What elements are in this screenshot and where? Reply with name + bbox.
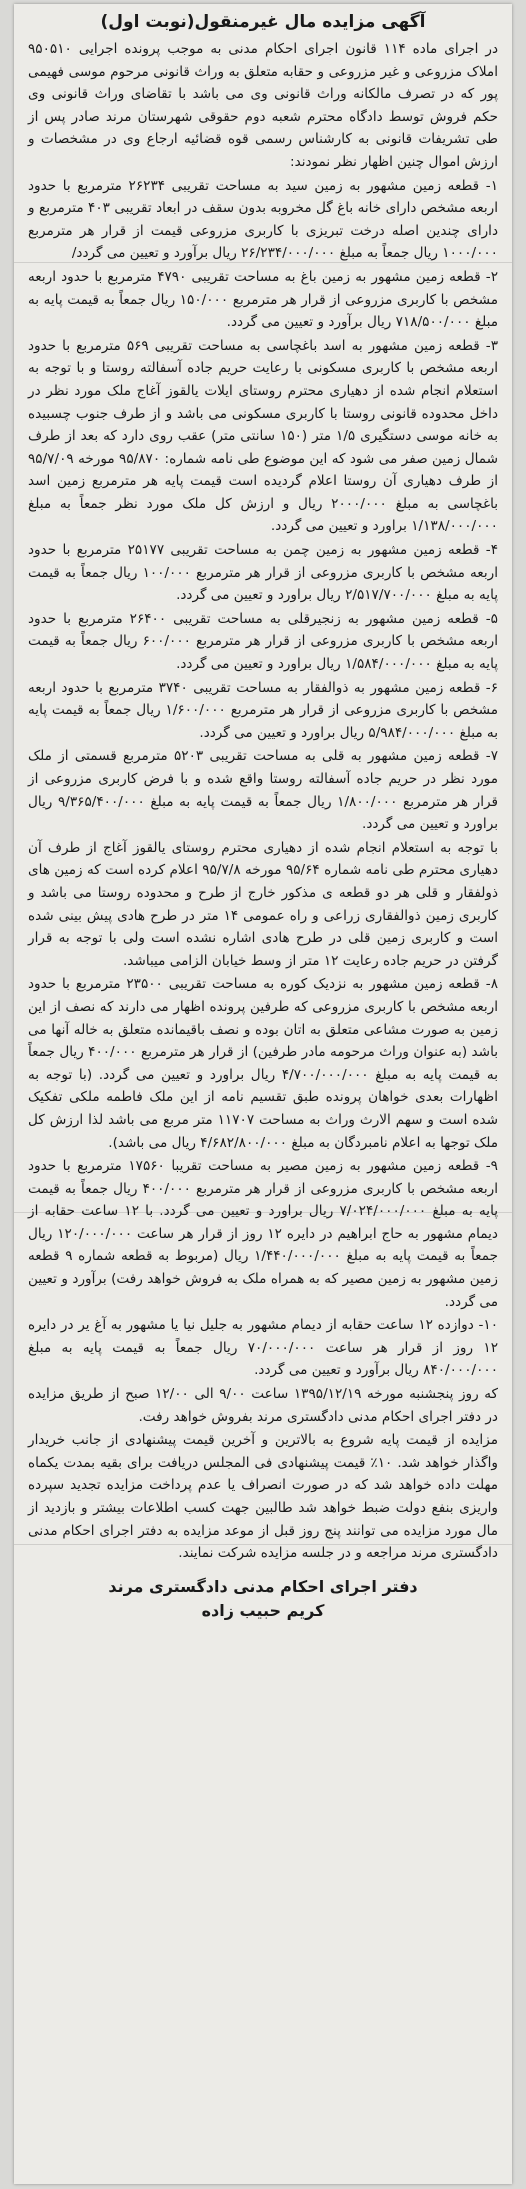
signature-name: کریم حبیب زاده — [201, 1600, 325, 1620]
signature-office: دفتر اجرای احکام مدنی دادگستری مرند — [108, 1576, 418, 1596]
auction-terms-paragraph: مزایده از قیمت پایه شروع به بالاترین و آخرین قیمت پیشنهادی از جانب خریدار واگذار خواهد شد. ۱۰٪ قیمت پیشنهادی فی المجلس دریافت برای بقیه بمدت یکماه مهلت داده خواهد شد که در صورت انصراف یا عدم پرداخت مزایده تجدید سپرده واریزی بنفع دولت ضبط خواهد شد طالبین جهت کسب اطلاعات بیشتر و بازدید از مال مورد مزایده می توانند پنج روز قبل از موعد مزایده به دفتر اجرای احکام مدنی دادگستری مرند مراجعه و در جلسه مزایده شرکت نمایند. — [28, 1432, 498, 1562]
item-7-paragraph: ۷- قطعه زمین مشهور به قلی به مساحت تقریبی ۵۲۰۳ مترمربع قسمتی از ملک مورد نظر در حریم جاده آسفالته روستا واقع شده و با فرض کاربری مزروعی از قرار هر مترمربع ۱/۸۰۰/۰۰۰ ریال جمعاً به قیمت پایه به مبلغ ۹/۳۶۵/۴۰۰/۰۰۰ ریال براورد و تعیین می گردد. — [28, 748, 498, 833]
fold-line — [14, 1544, 512, 1545]
item-4-paragraph: ۴- قطعه زمین مشهور به زمین چمن به مساحت تقریبی ۲۵۱۷۷ مترمربع با حدود اربعه مشخص با کاربری مزروعی از قرار هر مترمربع ۱۰۰/۰۰۰ ریال جمعاً به قیمت پایه به مبلغ ۲/۵۱۷/۷۰۰/۰۰۰ ریال براورد و تعیین می گردد. — [28, 542, 498, 604]
item-3-paragraph: ۳- قطعه زمین مشهور به اسد باغچاسی به مساحت تقریبی ۵۶۹ مترمربع با حدود اربعه مشخص با کاربری مسکونی با رعایت حریم جاده آسفالته روستا و با توجه به استعلام انجام شده از دهیاری محترم روستای ایلات یالقوز آغاج ملک مورد نظر در داخل محدوده قانونی روستا با کاربری مسکونی می باشد و از طرف جنوب چسبیده به خانه موسی دستگیری ۱/۵ متر (۱۵۰ سانتی متر) عقب روی دارد که بعد از طرف شمال زمین صفر می شود که این موضوع طی نامه شماره: ۹۵/۸۷۰ مورخه ۹۵/۷/۰۹ از طرف دهیاری آن روستا اعلام گردیده است قیمت پایه هر مترمربع زمین اسد باغچاسی به مبلغ ۲۰۰۰/۰۰۰ ریال و ارزش کل ملک مورد نظر جمعاً به مبلغ ۱/۱۳۸/۰۰۰/۰۰۰ براورد و تعیین می گردد. — [28, 337, 499, 535]
fold-line — [14, 1212, 512, 1213]
fold-line — [14, 262, 512, 263]
item-1-paragraph: ۱- قطعه زمین مشهور به زمین سید به مساحت تقریبی ۲۶۲۳۴ مترمربع با حدود اربعه مشخص دارای خانه باغ گل مخروبه بدون سقف در ابعاد تقریبی ۴۰۳ مترمربع و دارای چندین اصله درخت تبریزی با کاربری مزروعی قیمت از قرار هر مترمربع ۱۰۰۰/۰۰۰ ریال جمعاً به مبلغ ۲۶/۲۳۴/۰۰۰/۰۰۰ ریال برآورد و تعیین می گردد/ — [28, 177, 498, 262]
auction-date-paragraph: که روز پنجشنبه مورخه ۱۳۹۵/۱۲/۱۹ ساعت ۹/۰۰ الی ۱۲/۰۰ صبح از طریق مزایده در دفتر اجرای احکام مدنی دادگستری مرند بفروش خواهد رفت. — [28, 1386, 498, 1425]
inquiry-note-paragraph: با توجه به استعلام انجام شده از دهیاری محترم روستای یالقوز آغاج از طرف آن دهیاری محترم طی نامه شماره ۹۵/۶۴ مورخه ۹۵/۷/۸ اعلام کرده است که زمین های ذولفقار و قلی هر دو قطعه ی مذکور خارج از طرح و محدوده روستا می باشد و کاربری زمین ذوالفقاری زراعی و راه عمومی ۱۴ متر در طرح هادی پیش بینی شده است و کاربری زمین قلی در طرح هادی اشاره نشده است ولی با توجه به قرار گرفتن در حریم جاده رعایت ۱۲ متر از وسط خیابان الزامی میباشد. — [28, 839, 499, 969]
item-6-paragraph: ۶- قطعه زمین مشهور به ذوالفقار به مساحت تقریبی ۳۷۴۰ مترمربع با حدود اربعه مشخص با کاربری مزروعی از قرار هر مترمربع ۱/۶۰۰/۰۰۰ ریال جمعاً به قیمت پایه به مبلغ ۵/۹۸۴/۰۰۰/۰۰۰ ریال براورد و تعیین می گردد. — [28, 679, 499, 741]
item-9-paragraph: ۹- قطعه زمین مشهور به زمین مصیر به مساحت تقریبا ۱۷۵۶۰ مترمربع با حدود اربعه مشخص با کاربری مزروعی از قرار هر مترمربع ۴۰۰/۰۰۰ ریال جمعاً به قیمت پایه به مبلغ ۷/۰۲۴/۰۰۰/۰۰۰ ریال براورد و تعیین می گردد. با ۱۲ ساعت حقابه از دیمام مشهور به حاج ابراهیم در دایره ۱۲ روز از قرار هر ساعت ۱۲۰/۰۰۰/۰۰۰ ریال جمعاً به قیمت پایه به مبلغ ۱/۴۴۰/۰۰۰/۰۰۰ ریال (مربوط به قطعه شماره ۹ قطعه زمین مشهور به زمین مصیر که به همراه ملک به فروش خواهد رفت) برآورد و تعیین می گردد. — [28, 1158, 498, 1310]
item-8-paragraph: ۸- قطعه زمین مشهور به نزدیک کوره به مساحت تقریبی ۲۳۵۰۰ مترمربع با حدود اربعه مشخص با کاربری مزروعی که طرفین پرونده اظهار می دارند که نصف از این زمین به صورت مشاعی متعلق به اتان بوده و نصف باقیمانده متعلق به خاله آنها می باشد (به عنوان وراث مرحومه مادر طرفین) از قرار هر مترمربع ۴۰۰/۰۰۰ ریال جمعاً به قیمت پایه به مبلغ ۴/۷۰۰/۰۰۰/۰۰۰ ریال براورد و تعیین می گردد. (با توجه به اظهارات بعدی خواهان پرونده طبق تقسیم نامه از این ملک فاطمه ملکی تفکیک شده است و سهم الارث وراث به مساحت ۱۱۷۰۷ متر مربع می باشد لذا ارزش کل ملک توجها به اعلام نامبردگان به مبلغ ۴/۶۸۲/۸۰۰/۰۰۰ ریال می باشد). — [28, 976, 498, 1151]
intro-paragraph: در اجرای ماده ۱۱۴ قانون اجرای احکام مدنی به موجب پرونده اجرایی ۹۵۰۵۱۰ املاک مزروعی و غیر مزروعی و حقابه متعلق به وراث قانونی مرحوم موسی فهیمی پور که در تصرف مالکانه وراث قانونی وی می باشد با تقاضای وراث قانونی وی حکم فروش توسط دادگاه محترم شعبه دوم حقوقی شهرستان مرند صادر پس از طی تشریفات قانونی به کارشناس رسمی قوه قضائیه ارجاع وی در مشخصات و ارزش اموال چنین اظهار نظر نمودند: — [28, 41, 499, 170]
item-10-paragraph: ۱۰- دوازده ۱۲ ساعت حقابه از دیمام مشهور به جلیل نیا یا مشهور به آغ یر در دایره ۱۲ روز از قرار هر ساعت ۷۰/۰۰۰/۰۰۰ ریال جمعاً به قیمت پایه به مبلغ ۸۴۰/۰۰۰/۰۰۰ ریال برآورد و تعیین می گردد. — [28, 1317, 498, 1379]
notice-title: آگهی مزایده مال غیرمنقول(نوبت اول) — [100, 12, 426, 32]
item-5-paragraph: ۵- قطعه زمین مشهور به زنجیرقلی به مساحت تقریبی ۲۶۴۰۰ مترمربع با حدود اربعه مشخص با کاربری مزروعی از قرار هر مترمربع ۶۰۰/۰۰۰ ریال جمعاً به قیمت پایه به مبلغ ۱/۵۸۴/۰۰۰/۰۰۰ ریال براورد و تعیین می گردد. — [28, 610, 498, 673]
item-2-paragraph: ۲- قطعه زمین مشهور به زمین باغ به مساحت تقریبی ۴۷۹۰ مترمربع با حدود اربعه مشخص با کاربری مزروعی از قرار هر مترمربع ۱۵۰/۰۰۰ ریال جمعاً به قیمت پایه به مبلغ ۷۱۸/۵۰۰/۰۰۰ ریال برآورد و تعیین می گردد. — [28, 268, 499, 331]
newspaper-clipping — [14, 4, 512, 2184]
